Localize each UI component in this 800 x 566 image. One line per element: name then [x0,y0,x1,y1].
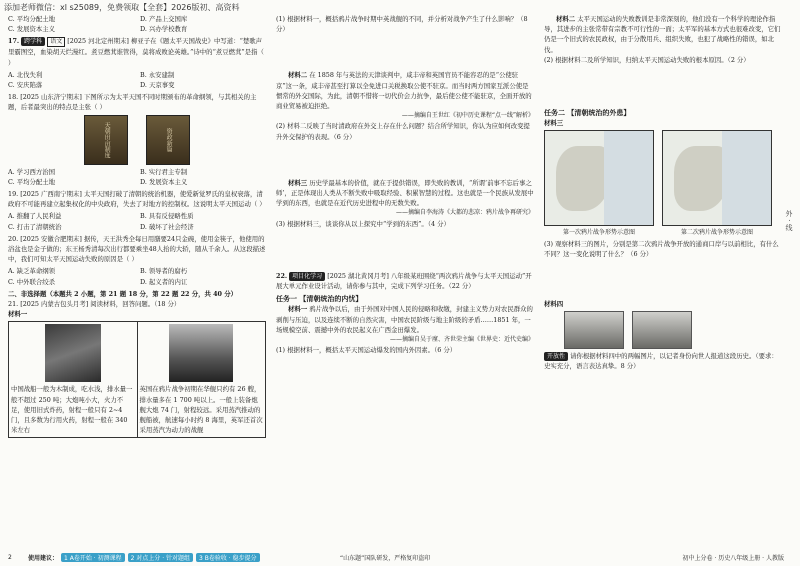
q17-tag2: 语文 [47,37,65,47]
map-right-caption: 第二次鸦片战争形势示意图 [680,229,753,237]
question-22 [276,271,534,291]
usage-tip-2: 2 对点上分 · 针对题组 [128,553,193,562]
page-footer [0,551,800,563]
task-two-heading: 任务二 【清朝统治的外患】 [544,108,631,118]
material-four-pictures [564,311,782,349]
material-one-label: 材料一 [8,310,28,319]
material-two-c-label: 材料二 [556,15,576,23]
left-column [8,14,266,546]
material-three-source: ——摘编自李海涛《大都的悲凉：鸦片战争再研究》 [395,209,534,217]
q19-option-c[interactable]: C. 打击了清朝统治 [8,222,62,231]
q18-option-c[interactable]: C. 平均分配土地 [8,177,56,186]
q18-plaques [8,115,266,165]
q22-sub2: (2) 根据材料二及所学知识，归纳太平天国运动失败的根本原因。（2 分） [544,55,750,64]
usage-tips [28,553,260,562]
side-binding-label: 外 · 线 [785,210,793,231]
material-one-britain-text: 英国在鸦片战争初期在华舰只约有 26 艘，排水量多在 1 700 吨以上。一般上装备炮舰大炮 74 门，射程较远。采用蒸汽推动的舰船被，航速每小时约 8 海里，英军还首次采用蒸汽为动力的战舰 [139,385,263,435]
q18-option-a[interactable]: A. 学习西方治国 [8,167,56,176]
q20-option-a[interactable]: A. 缺乏革命纲领 [8,267,56,276]
q17-option-a[interactable]: A. 北伐失利 [8,70,43,79]
map-left-caption: 第一次鸦片战争形势示意图 [562,229,635,237]
material-one-china-text: 中国战船一般为木制成，吃水浅，排水量一般不超过 250 吨；大炮吨小大，火力不足，使用旧式炸药，射程一般只有 2~4 门，且多数为行用火药，射程一般在 340 米左右 [11,385,133,435]
q22-sub4 [544,351,782,371]
watermark: 添加老师微信：xl s25089，免费领取【全套】2026版初、高资料 [4,3,240,12]
q20-options-row2 [8,277,266,287]
q22-sub3: (3) 观察材料三的图片，分别是第二次鸦片战争开放的通商口岸与以前相比，有什么不同？这一变化说明了什么？（6 分） [544,239,779,258]
material-three-label: 材料三 [288,178,308,187]
material-three-c-label: 材料三 [544,119,564,128]
material-two-source: ——摘编自王世红《初中历史课程“点一线”解析》 [401,112,534,120]
q19-option-b[interactable]: B. 具有反侵略性质 [140,212,194,221]
q22-sub1: (1) 根据材料一，概括太平天国运动爆发的国内外因素。（6 分） [276,346,457,355]
q16-options-row1 [8,14,266,24]
answer-space-5[interactable] [544,259,782,299]
usage-tip-3: 3 B卷验收 · 稳步提分 [196,553,260,562]
footer-series: 初中上分卷 · 历史八年级上册 · 人教版 [682,554,784,562]
q18-option-b[interactable]: B. 实行君主专制 [140,167,188,176]
answer-space-2[interactable] [276,142,534,178]
plaque-tianchao: 天朝田亩制度 [84,115,128,165]
q19-options-row2 [8,222,266,232]
question-19: 19. [2025 广西南宁期末] 太平天国打破了清朝的统治机器，使爱新觉罗氏的皇权衰落，清政府不可能再建立起集权化的中央政府，失去了对地方的控制权。这说明太平天国运动（ ） [8,190,266,209]
q16-option-d2[interactable]: D. 兴办学校教育 [140,25,188,34]
q20-options-row1 [8,266,266,276]
question-18: 18. [2025 山东济宁期末] 下图所示为太平天国不同时期颁布的革命纲领，与其相关的主题，后者最突出的特点是主张（ ） [8,93,257,112]
q19-option-d[interactable]: D. 破坏了社会经济 [140,222,194,231]
q17-text: [2025 河北定州期末] 柳亚子在《题太平天国战史》中写道：“楚歌声里霸图空，血染胡天烂漫红。煮豆燃萁谁管得，莫将成败论英雄。”诗中的“煮豆燃萁”是指（ ） [8,37,264,67]
q18-option-d[interactable]: D. 发展资本主义 [140,177,188,186]
usage-tips-label: 使用建议： [28,554,59,562]
q18-options-row2 [8,177,266,187]
footer-notice: “山东题”国队研发，严格复印盗印 [340,554,431,562]
british-warship-photo [169,324,233,382]
material-one-china [9,322,138,437]
material-one-box [8,321,266,438]
material-one-b-text: 鸦片战争以后，由于外国对中国人民的侵略和收缴，封建主义势力对农民群众的剥削与压迫，以及连续不断的自然灾害，中国农民阶级与地主阶级的矛盾……1851 年，一场规模空前、震撼中外的农民起义在广西金田爆发。 [276,305,533,334]
usage-tip-1: 1 A卷开始 · 初测课程 [61,553,125,562]
q21-sub2: (2) 材料二反映了当时清政府在外交上存在什么问题？结合所学知识，你认为应如何改变提升外交保护的表现。（6 分） [276,122,530,141]
chinese-warship-photo [45,324,101,382]
material-two [276,70,534,111]
q16-options-row2 [8,24,266,34]
page-number: 2 [8,553,12,561]
material-two-c [544,14,782,55]
material-four-photo-1 [564,311,624,349]
q22-tag: 项目化学习 [289,272,325,281]
part-two-heading: 二、非选择题（本题共 2 小题，第 21 题 18 分，第 22 题 22 分，共 40 分） [8,289,237,298]
question-20: 20. [2025 安徽合肥期末] 据传，天王洪秀全每日用膳要24只金碗，使用金筷子，他使用的浴盆也是金子做的；东王杨秀清每次出行都要乘坐48人抬的大轿，随从千余人。从这段描述中，我们可知太平天国运动失败的原因是（ ） [8,234,266,264]
middle-column [276,14,534,546]
q17-option-b[interactable]: B. 永安建制 [140,70,175,79]
task-one-heading: 任务一 【清朝统治的内忧】 [276,294,363,304]
material-one-b-label: 材料一 [288,305,308,314]
q19-options-row1 [8,211,266,221]
material-one-b-source: ——摘编自吴于廑、齐世荣主编《世界史：近代史编》 [389,336,534,344]
answer-space-3[interactable] [276,229,534,271]
q22-text: [2025 湖北黄冈月考] 八年级某班围绕“两次鸦片战争与太平天国运动”开展大单元作业设计活动，请你参与其中，完成下列学习任务。（22 分） [276,271,532,291]
plaque-zizheng: 资政新篇 [146,115,190,165]
material-four-c-label: 材料四 [544,300,564,309]
q16-option-c[interactable]: C. 平均分配土地 [8,15,56,23]
right-column [544,14,782,546]
answer-space-1[interactable] [276,34,534,70]
material-one-b [276,304,534,335]
q18-options-row1 [8,167,266,177]
q19-option-a[interactable]: A. 推翻了人民利益 [8,212,62,221]
q17-options-row1 [8,70,266,80]
q21-sub3: (3) 根据材料三，谈谈你从以上探究中“学到的东西”。（4 分） [276,219,450,228]
q22-number: 22. [276,271,288,280]
material-two-c-text: 太平天国运动的失败教训是非常深刻的，他们没有一个科学的理论作指导，其进步的主张常带有宗教不可行性的一面；太平军的基本方式也很难改变，它们仍是一个旧式的农民政权，由于分散用兵、组织失败，也犯了战略性的错误，如北伐。 [544,15,781,54]
material-three-text: 历史学最基本的价值，就在于提供错误，即失败的教训，“所谓‘前事不忘后事之师’，正是体现出人类从不断失败中吸取经验、积累智慧的过程。这也就是一个民族从发展中学到的东西，也就是在近代历史进程中的无数失败。 [276,178,534,208]
q17-option-c[interactable]: C. 安庆陷落 [8,81,43,90]
q16-option-d[interactable]: D. 产品上交国库 [140,15,188,23]
maps-row [544,130,782,226]
material-one-britain [138,322,266,437]
q20-option-d[interactable]: D. 起义者的内讧 [140,277,188,286]
material-four-photo-2 [632,311,692,349]
map-first-opium-war [544,130,654,226]
maps-captions [544,228,782,238]
map-second-opium-war [662,130,772,226]
question-21: 21. [2025 内蒙古包头月考] 阅读材料，回答问题。（18 分） [8,300,181,309]
material-three [276,178,534,209]
answer-space-4[interactable] [544,65,782,105]
material-two-text: 在 1858 年与英法的天津谈判中，咸丰帝和英国官员不能容忍的是“公使驻京”这一条，咸丰帝甚至打算以全免进口关税换取公使不驻京。而当时两方国家互派公使是惯常的外交国际，为此，清朝不惜将一切代价会力抗争，最后使公使不能驻京，全面开放的商业贸易被迫拒绝。 [276,71,532,111]
q21-sub1: (1) 根据材料一，概括鸦片战争时期中英战舰的不同，并分析对战争产生了什么影响？（8 分） [276,15,528,34]
q17-options-row2 [8,80,266,90]
q17-tag: 跨学科 [21,37,45,46]
q17-number: 17. [8,37,20,46]
material-two-label: 材料二 [288,71,308,80]
q16-option-c2[interactable]: C. 发展资本主义 [8,25,56,34]
question-17 [8,36,266,67]
q22-4-text: 请你根据材料四中的两幅图片，以记者身份向世人报道这段历史。（要求：史实充分，语言表达真挚。8 分） [544,352,778,371]
q17-option-d[interactable]: D. 天京事变 [140,81,175,90]
q22-4-tag: 开放性 [544,352,568,361]
q20-option-c[interactable]: C. 中外联合绞杀 [8,277,56,286]
q20-option-b[interactable]: B. 领导者的腐朽 [140,267,188,276]
